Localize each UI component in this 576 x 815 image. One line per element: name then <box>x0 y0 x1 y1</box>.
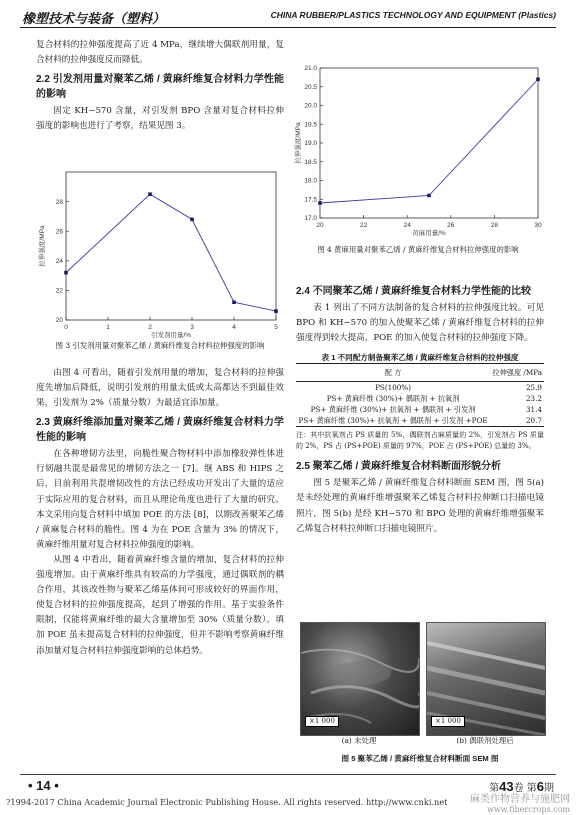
y-axis-label: 拉伸强度/MPa <box>39 225 46 267</box>
table-1-note: 注：其中抗氧剂占 PS 质量的 5%，偶联剂占麻质量的 2%，引发剂占 PS 质量的 2%，PS 占 (PS+POE) 质量的 97%，POE 占 (PS+POE) 总量的 3%。 <box>296 431 544 450</box>
series-line <box>66 194 276 311</box>
x-tick-label: 28 <box>490 222 499 229</box>
data-point <box>427 194 431 198</box>
y-tick-label: 19.0 <box>304 140 317 148</box>
y-tick-label: 18.5 <box>304 158 317 166</box>
y-tick-label: 19.5 <box>304 121 317 129</box>
sem-b-scale: ×1 000 <box>431 716 465 727</box>
data-point <box>232 300 236 304</box>
sem-image-b <box>426 622 546 736</box>
page-number: • 14 • <box>28 778 59 793</box>
journal-title-cn: 橡塑技术与装备（塑料） <box>22 11 166 26</box>
x-tick-label: 30 <box>534 222 542 229</box>
series-line <box>320 79 538 203</box>
table-cell-formula: PS+ 黄麻纤维 (30%)+ 抗氧剂 + 偶联剂 + 引发剂 +POE <box>296 415 490 427</box>
section-2-3-paragraph-1: 在各种增韧方法里，向脆性聚合物材料中添加橡胶弹性体进行韧融共混是最常见的增韧方法之一 [7]。继 ABS 和 HIPS 之后，目前利用共混增韧改性的方法已经成功开发出了大量的适应于实际应用的复合材料，而且从理论角度也进行了大量的研究。本文采用向复合材料中填加 POE 的方法 [8]，以期改善聚苯乙烯 / 黄麻复合材料的脆性。图 4 为在 POE 含量为 3% 的情况下，黄麻纤维用量对复合材料拉伸强度的影响。 <box>36 449 284 550</box>
watermark: 麻类作物营养与施肥网 www.fibercrops.com <box>470 794 570 814</box>
table-1-caption: 表 1 不同配方制备聚苯乙烯 / 黄麻纤维复合材料的拉伸强度 <box>321 353 519 363</box>
y-tick-label: 17.5 <box>304 196 317 204</box>
x-tick-label: 24 <box>403 222 411 229</box>
y-tick-label: 24 <box>55 258 63 265</box>
left-column-lower <box>36 366 284 659</box>
x-axis-label: 引发剂用量/% <box>150 332 192 338</box>
data-point <box>274 309 278 313</box>
sem-b-label: (b) 偶联剂处理后 <box>456 736 514 745</box>
data-point <box>318 201 322 205</box>
table-cell-formula: PS+ 黄麻纤维 (30%)+ 抗氧剂 + 偶联剂 + 引发剂 <box>310 404 476 414</box>
sem-a-scale: ×1 000 <box>305 716 339 727</box>
table-row <box>296 415 544 427</box>
right-column <box>296 280 544 537</box>
table-cell-formula: PS(100%) <box>375 382 412 392</box>
y-tick-label: 22 <box>55 287 63 295</box>
x-tick-label: 26 <box>447 222 455 229</box>
x-tick-label: 3 <box>190 324 194 331</box>
y-tick-label: 26 <box>55 228 63 236</box>
sem-image-a <box>300 622 420 736</box>
left-column <box>36 38 284 134</box>
table-cell-formula: PS+ 黄麻纤维 (30%)+ 偶联剂 + 抗氧剂 <box>326 393 460 403</box>
table-header-formula: 配 方 <box>296 364 490 382</box>
figure-3-caption: 图 3 引发剂用量对聚苯乙烯 / 黄麻纤维复合材料拉伸强度的影响 <box>55 341 265 350</box>
x-tick-label: 20 <box>316 222 324 229</box>
y-tick-label: 18.0 <box>304 177 317 185</box>
y-tick-label: 20.5 <box>304 83 317 91</box>
issue-info: 第43卷 第6期 <box>489 779 554 794</box>
y-tick-label: 21.0 <box>304 65 317 73</box>
section-2-5-paragraph: 图 5 是聚苯乙烯 / 黄麻纤维复合材料断面 SEM 图，图 5(a) 是未经处理的黄麻纤维增强聚苯乙烯复合材料拉伸断口扫描电镜照片，图 5(b) 是经 KH−570 和 BPO 处理的黄麻纤维增强聚苯乙烯复合材料拉伸断口扫描电镜照片。 <box>296 478 544 534</box>
table-cell-value: 20.7 <box>490 415 544 427</box>
x-tick-label: 5 <box>274 324 278 331</box>
data-point <box>64 271 68 275</box>
table-cell-value: 31.4 <box>525 404 542 414</box>
section-2-2-title: 2.2 引发剂用量对聚苯乙烯 / 黄麻纤维复合材料力学性能的影响 <box>36 74 284 101</box>
x-axis-label: 黄麻用量/% <box>412 230 446 237</box>
section-2-3-title: 2.3 黄麻纤维添加量对聚苯乙烯 / 黄麻纤维复合材料力学性能的影响 <box>36 417 284 444</box>
figure-4-chart <box>292 60 544 240</box>
table-1 <box>296 363 544 427</box>
footer-rule <box>20 774 556 775</box>
figure-5-caption: 图 5 聚苯乙烯 / 黄麻纤维复合材料断面 SEM 图 <box>341 754 499 763</box>
y-tick-label: 17.0 <box>304 215 317 223</box>
x-tick-label: 0 <box>64 324 68 331</box>
y-tick-label: 20.0 <box>304 102 317 110</box>
plot-frame <box>66 172 276 320</box>
after-fig3-paragraph: 由图 4 可看出，随着引发剂用量的增加，复合材料的拉伸强度先增加后降低，说明引发剂的用量太低或太高都达不到最佳效果，引发剂为 2%（质量分数）为最适宜添加量。 <box>36 368 284 409</box>
section-2-4-paragraph: 表 1 列出了不同方法制备的复合材料的拉伸强度比较。可见 BPO 和 KH−570 的加入使聚苯乙烯 / 黄麻纤维复合材料的拉伸强度得到较大提高，POE 的加入使复合材料的拉伸强度下降。 <box>296 303 544 344</box>
table-cell-value: 25.9 <box>525 382 542 392</box>
y-tick-label: 20 <box>55 317 63 325</box>
intro-paragraph: 复合材料的拉伸强度提高了近 4 MPa，继续增大偶联剂用量，复合材料的拉伸强度反而降低。 <box>36 40 284 66</box>
x-tick-label: 1 <box>106 324 110 331</box>
sem-a-label: (a) 未处理 <box>341 736 377 745</box>
section-2-5-title: 2.5 聚苯乙烯 / 黄麻纤维复合材料断面形貌分析 <box>296 461 502 473</box>
data-point <box>536 77 540 81</box>
copyright-line: ?1994-2017 China Academic Journal Electronic Publishing House. All rights reserved. http://www.cnki.net <box>6 797 448 807</box>
journal-title-en: CHINA RUBBER/PLASTICS TECHNOLOGY AND EQUIPMENT (Plastics) <box>270 10 556 20</box>
section-2-2-paragraph: 固定 KH−570 含量，对引发剂 BPO 含量对复合材料拉伸强度的影响也进行了考察，结果见图 3。 <box>36 106 284 132</box>
figure-3-chart <box>36 168 284 338</box>
table-header-strength: 拉伸强度 /MPa <box>490 364 544 382</box>
data-point <box>148 192 152 196</box>
x-tick-label: 2 <box>148 324 152 331</box>
section-2-4-title: 2.4 不同聚苯乙烯 / 黄麻纤维复合材料力学性能的比较 <box>296 286 532 297</box>
table-row <box>296 393 544 404</box>
table-row <box>296 404 544 415</box>
x-tick-label: 22 <box>359 222 368 229</box>
table-row <box>296 382 544 394</box>
y-tick-label: 28 <box>55 198 63 206</box>
table-cell-value: 23.2 <box>525 393 542 403</box>
section-2-3-paragraph-2: 从图 4 中看出，随着黄麻纤维含量的增加，复合材料的拉伸强度增加。由于黄麻纤维具有较高的力学强度，通过偶联剂的耦合作用，其该改性物与聚苯乙烯基体间可形成较好的界面作用，使复合材料的拉伸强度提高，起到了增强的作用。基于实验条件限制，仅能将黄麻纤维的最大含量增加至 30%（质量分数）。填加 POE 虽未提高复合材料的拉伸强度，但并不影响考察黄麻纤维添加量对复合材料拉伸强度影响的总体趋势。 <box>36 554 285 656</box>
data-point <box>190 218 194 222</box>
figure-4-caption: 图 4 黄麻用量对聚苯乙烯 / 黄麻纤维复合材料拉伸强度的影响 <box>317 245 519 254</box>
y-axis-label: 拉伸强度/MPa <box>295 122 302 164</box>
x-tick-label: 4 <box>232 324 236 331</box>
header-rule <box>20 27 556 28</box>
